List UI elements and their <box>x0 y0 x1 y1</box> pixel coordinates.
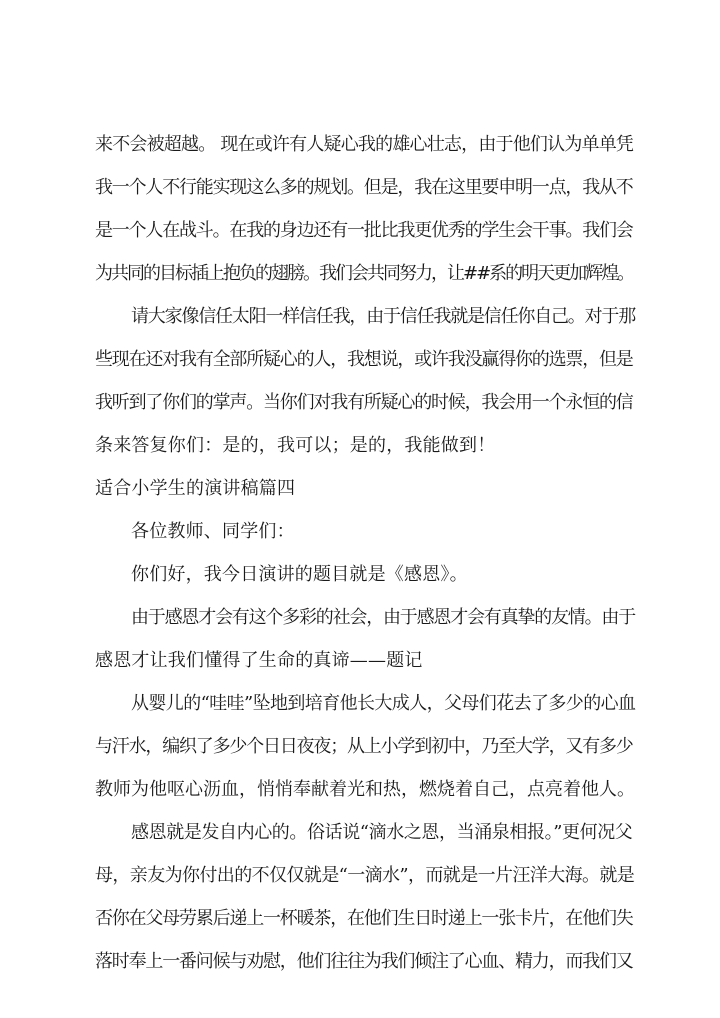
text-line: 些现在还对我有全部所疑心的人，我想说，或许我没赢得你的选票，但是 <box>95 349 633 370</box>
text-line: 母，亲友为你付出的不仅仅就是“一滴水”，而就是一片汪洋大海。就是 <box>95 865 635 886</box>
text-line: 我一个人不行能实现这么多的规划。但是，我在这里要申明一点，我从不 <box>95 177 633 198</box>
text-line: 由于感恩才会有这个多彩的社会，由于感恩才会有真挚的友情。由于 <box>131 607 635 628</box>
text-line: 是一个人在战斗。在我的身边还有一批比我更优秀的学生会干事。我们会 <box>95 220 633 241</box>
text-line: 感恩才让我们懂得了生命的真谛——题记 <box>95 650 423 671</box>
text-line: 你们好，我今日演讲的题目就是《感恩》。 <box>131 564 468 585</box>
text-line: 从婴儿的“哇哇”坠地到培育他长大成人，父母们花去了多少的心血 <box>131 693 636 714</box>
text-line: 我听到了你们的掌声。当你们对我有所疑心的时候，我会用一个永恒的信 <box>95 392 633 413</box>
text-line: 请大家像信任太阳一样信任我，由于信任我就是信任你自己。对于那 <box>131 306 635 327</box>
text-line: 教师为他呕心沥血，悄悄奉献着光和热，燃烧着自己，点亮着他人。 <box>95 779 635 800</box>
section-heading: 适合小学生的演讲稿篇四 <box>95 478 296 499</box>
text-line: 来不会被超越。 现在或许有人疑心我的雄心壮志，由于他们认为单单凭 <box>95 134 634 155</box>
text-line: 为共同的目标插上抱负的翅膀。我们会共同努力，让##系的明天更加辉煌。 <box>95 263 634 284</box>
text-line: 感恩就是发自内心的。俗话说“滴水之恩，当涌泉相报。”更何况父 <box>131 822 633 843</box>
text-line: 各位教师、同学们： <box>131 521 295 542</box>
text-line: 否你在父母劳累后递上一杯暖茶，在他们生日时递上一张卡片，在他们失 <box>95 908 633 929</box>
text-line: 条来答复你们：是的，我可以；是的，我能做到！ <box>95 435 496 456</box>
text-line: 落时奉上一番问候与劝慰，他们往往为我们倾注了心血、精力，而我们又 <box>95 951 633 972</box>
text-line: 与汗水，编织了多少个日日夜夜；从上小学到初中，乃至大学，又有多少 <box>95 736 633 757</box>
